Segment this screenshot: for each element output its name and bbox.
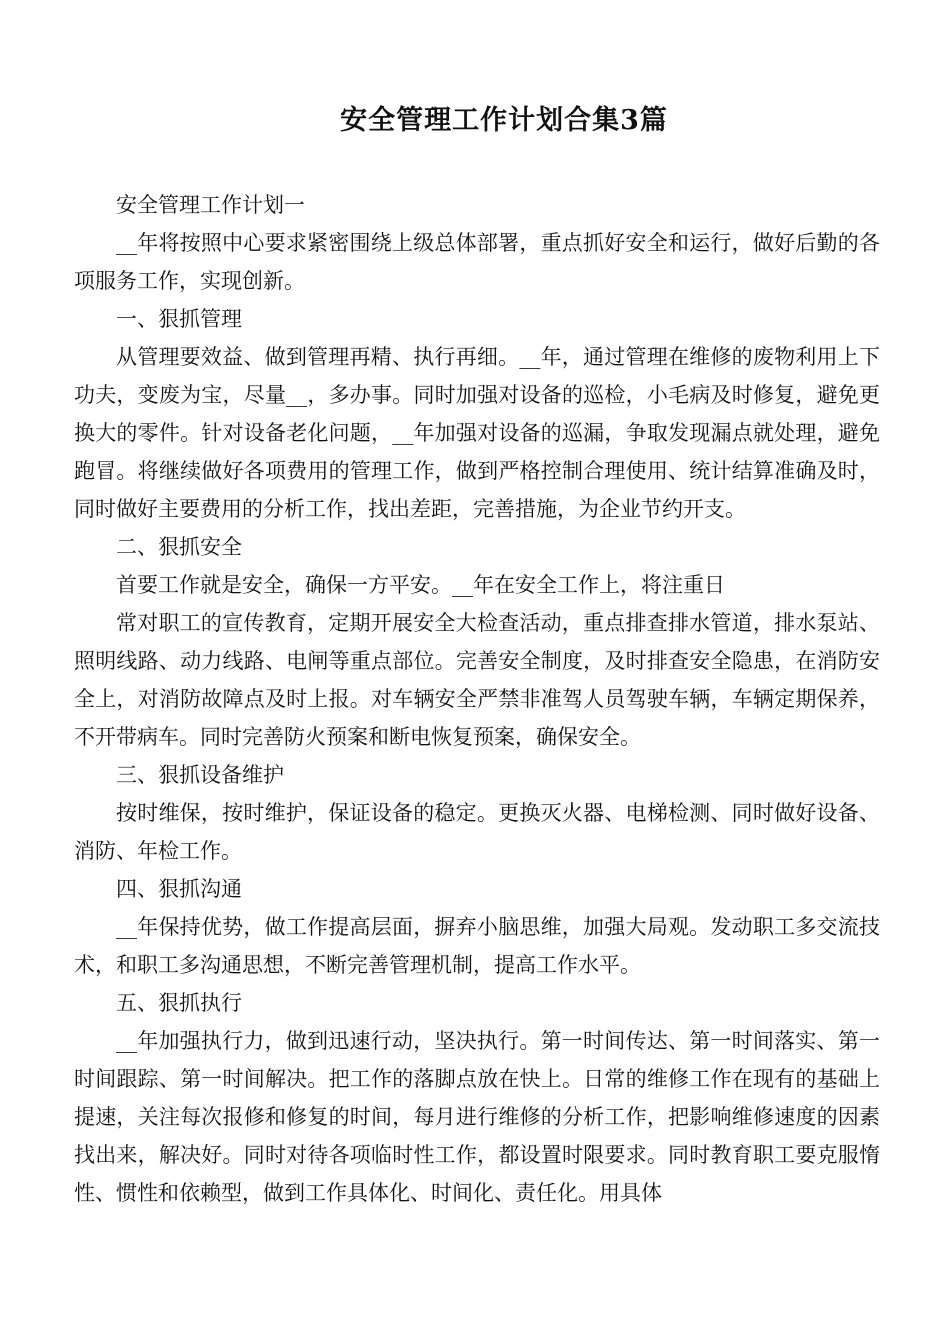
body-paragraph: 常对职工的宣传教育，定期开展安全大检查活动，重点排查排水管道，排水泵站、照明线路、动力线路、电闸等重点部位。完善安全制度，及时排查安全隐患，在消防安全上，对消防故障点及时上报。对车辆安全严禁非准驾人员驾驶车辆，车辆定期保养，不开带病车。同时完善防火预案和断电恢复预案，确保安全。: [74, 611, 880, 749]
section-heading: 四、狠抓沟通: [116, 877, 242, 901]
body-paragraph: __年保持优势，做工作提高层面，摒弃小脑思维，加强大局观。发动职工多交流技术，和职工多沟通思想，不断完善管理机制，提高工作水平。: [74, 915, 880, 977]
section-heading: 五、狠抓执行: [116, 991, 242, 1015]
body-paragraph: 首要工作就是安全，确保一方平安。__年在安全工作上，将注重日: [116, 573, 725, 597]
body-paragraph: 按时维保，按时维护，保证设备的稳定。更换灭火器、电梯检测、同时做好设备、消防、年检工作。: [74, 801, 880, 863]
document-body: [74, 186, 880, 1212]
section-heading-plan-one: 安全管理工作计划一: [116, 193, 305, 217]
section-heading: 一、狠抓管理: [116, 307, 242, 331]
body-paragraph: __年加强执行力，做到迅速行动，坚决执行。第一时间传达、第一时间落实、第一时间跟踪、第一时间解决。把工作的落脚点放在快上。日常的维修工作在现有的基础上提速，关注每次报修和修复的时间，每月进行维修的分析工作，把影响维修速度的因素找出来，解决好。同时对待各项临时性工作，都设置时限要求。同时教育职工要克服惰性、惯性和依赖型，做到工作具体化、时间化、责任化。用具体: [74, 1029, 880, 1205]
section-heading: 二、狠抓安全: [116, 535, 242, 559]
body-paragraph: 从管理要效益、做到管理再精、执行再细。__年，通过管理在维修的废物利用上下功夫，变废为宝，尽量__，多办事。同时加强对设备的巡检，小毛病及时修复，避免更换大的零件。针对设备老化问题，__年加强对设备的巡漏，争取发现漏点就处理，避免跑冒。将继续做好各项费用的管理工作，做到严格控制合理使用、统计结算准确及时，同时做好主要费用的分析工作，找出差距，完善措施，为企业节约开支。: [74, 345, 880, 521]
document-title: 安全管理工作计划合集3篇: [340, 105, 668, 136]
section-heading: 三、狠抓设备维护: [116, 763, 284, 787]
body-paragraph: __年将按照中心要求紧密围绕上级总体部署，重点抓好安全和运行，做好后勤的各项服务工作，实现创新。: [74, 231, 880, 293]
